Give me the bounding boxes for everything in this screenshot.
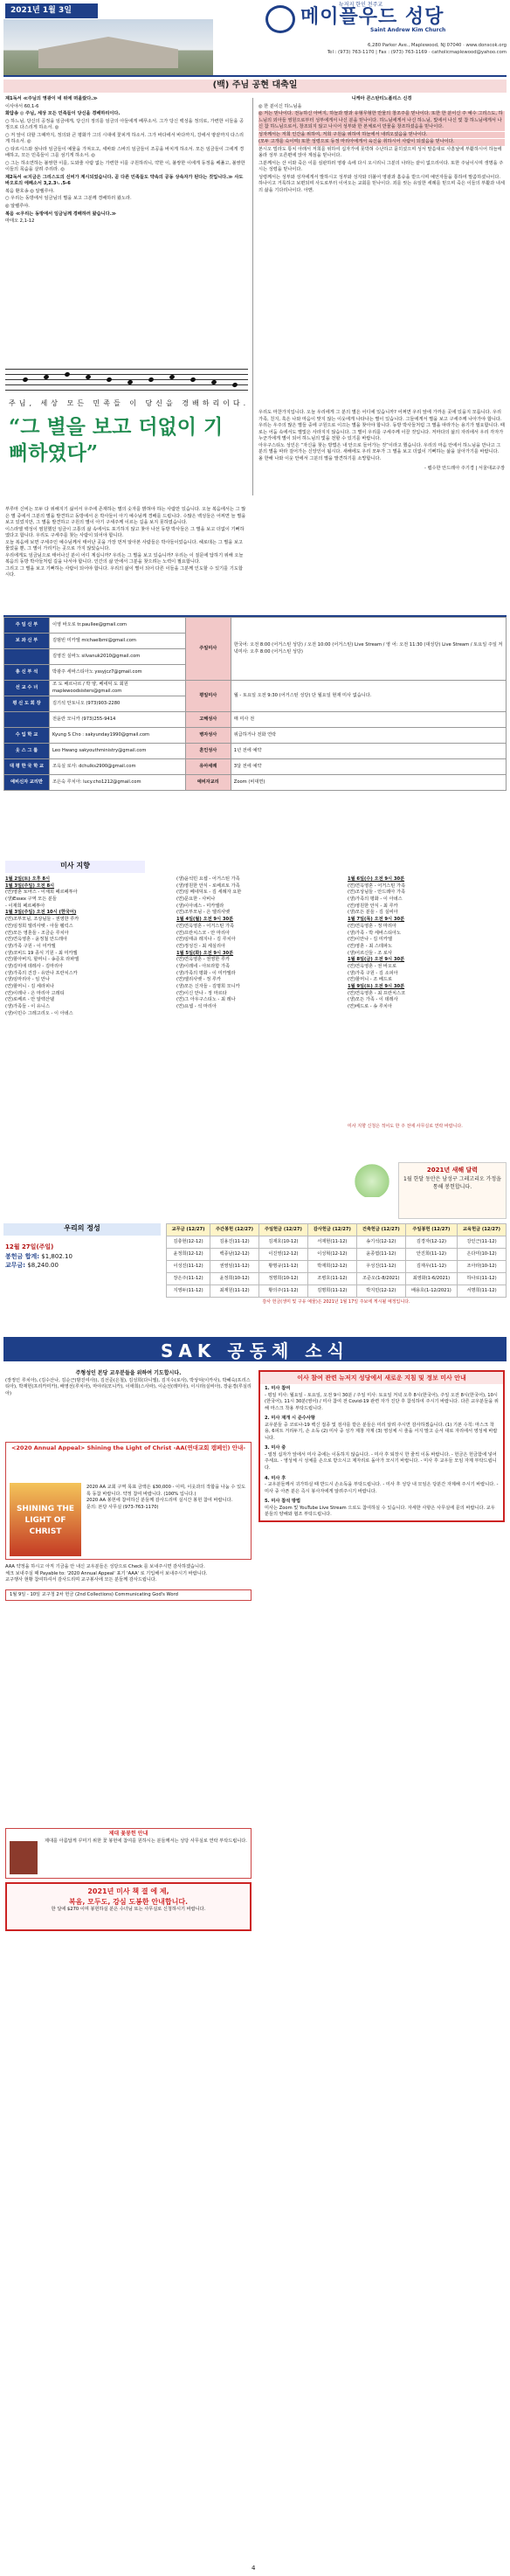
guideline-title: 5. 미사 참석 방법 xyxy=(265,1499,301,1505)
guideline-section xyxy=(260,1444,503,1473)
sak-section-banner: SAK 공동체 소식 xyxy=(3,1337,507,1361)
mass-date: 1월 8일(금) 오전 9시 30분 xyxy=(348,957,405,963)
intention-item: (생)임마리아 - 임 안나 xyxy=(5,977,50,983)
offering-general-label: 봉헌금 합계: xyxy=(5,1252,40,1260)
info-label xyxy=(4,649,50,665)
logo-english-name: Saint Andrew Kim Church xyxy=(370,27,446,33)
church-logo xyxy=(265,3,507,35)
reflection-paragraph: 우리에게도 임금님으로 태어나신 분이 어디 계십니까? 우리는 그 별을 보고 있습니까? 우리는 이 질문에 답하기 위해 오늘 복음의 동방 박사들처럼 길을 나서야 합니다. 인간의 삶 안에서 그분을 찾으려는 노력이 필요합니다. xyxy=(5,552,244,565)
info-label: 혼인성사 xyxy=(185,744,231,759)
grid-cell: 안진희(11-12) xyxy=(405,1249,457,1261)
grid-cell: 이성혁(12-12) xyxy=(307,1249,356,1261)
appeal-body: 2020 AA 봉헌에 참여하신 분들께 감사드리며 실시간 봉헌 참여 바랍니다. xyxy=(86,1498,233,1504)
appeal-notes xyxy=(5,1564,252,1601)
music-note-icon xyxy=(106,377,112,383)
first-reading-title: 제1독서 ≪주님의 영광이 네 위에 떠올랐다.≫ xyxy=(5,96,98,101)
grid-cell: 권영임(11-12) xyxy=(210,1261,259,1273)
creed-title: 니케아 콘스탄티노폴리스 신경 xyxy=(351,96,412,101)
mass-date: 1월 3일(주일) 오전 8시 xyxy=(5,883,55,889)
info-value: 이영 바오로 tr.paullee@gmail.com xyxy=(50,618,186,634)
intention-item: (생)코비드 19 종식 기원 - 최 미카엘 xyxy=(5,950,78,956)
intention-item: (생)모든 분들 - 김 실비아 xyxy=(348,910,398,916)
info-label: 고해성사 xyxy=(185,712,231,728)
info-value: 조 도 배르나르 / 박 양, 베네딕 도 회원 maplewoodsisters@gmail.com xyxy=(50,681,186,696)
info-value: Kyung S Cho : sakyunday1990@gmail.com xyxy=(50,728,186,744)
mass-date: 1월 6일(수) 오전 9시 30분 xyxy=(348,876,405,882)
creed-text: 성령께서는 성부와 성자에게서 발하시고 성부와 성자와 더불어 영광과 흠숭을 받으시며 예언자들을 통하여 말씀하셨나이다. 하나이고 거룩하고 보편되며 사도로부터 이어오는 교회를 믿나이다. 죄를 씻는 유일한 세례를 믿으며 죽은 이들의 부활과 내세의 삶을 기다리나이다. 아멘. xyxy=(258,174,505,193)
mass-date: 1월 3일(주일) 오전 10시 (한국어) xyxy=(5,910,77,916)
appeal-note: 체크 보내주실 때 Payable to: '2020 Annual Appeal' 표기 'AAA' 로 기입해서 보내주시기 바랍니다. xyxy=(5,1570,208,1576)
grid-cell: 윤정희(10-12) xyxy=(210,1273,259,1285)
intention-item: (연)프란치스코 - 안 마리아 xyxy=(176,930,230,936)
info-label: 대 평 한 국 학 교 xyxy=(4,759,50,775)
reflection-paragraph: 우리도 마찬가지입니다. 오늘 우리에게 그 분의 별은 어디에 있습니까? 어쩌면 우리 앞에 가까운 곳에 있을지 모릅니다. 우리 가족, 친지, 혹은 나와 마음이 맞지 않는 이웃에게 나타나는 별이 있습니다. 그들에게서 별을 보고 구세주께 나아가야 합니다. xyxy=(258,410,502,422)
intention-item: (연)조상님들 - 안드레아 가족 xyxy=(348,890,405,896)
table-row xyxy=(167,1249,507,1261)
offering-general-value: $1,802.10 xyxy=(41,1252,72,1260)
intention-item: (연)이레나 - 은 마리아 고레티 xyxy=(5,990,65,996)
intention-item: (생)이레네 - 아브라함 가족 xyxy=(176,963,230,969)
guideline-body: 미사는 Zoom 및 YouTube Live Stream 으로도 참여하실 수 있습니다. 자세한 사항은 사무실에 문의 바랍니다. 교우분들의 양해와 협조 부탁드립니다. xyxy=(265,1505,495,1518)
reflection-paragraph: 이스라엘 백성이 염원했던 임금이 고통의 삶 속에서도 포기하지 않고 찾아 나선 동방 박사들은 그 별을 보고 더없이 기뻐하였다고 합니다. 우리도 구세주를 찾는 사람이 되어야 합니다. xyxy=(5,526,245,539)
info-label: 수 입 학 교 xyxy=(4,728,50,744)
grid-cell: 강인근(11-12) xyxy=(458,1236,507,1249)
grid-cell: 조병호(11-12) xyxy=(307,1273,356,1285)
grid-cell: 우성진(11-12) xyxy=(356,1261,405,1273)
intention-item: (연)임 베네딕토 - 김 세례자 요한 xyxy=(176,890,242,896)
intention-item: (연)엘리사벳 - 정 루카 xyxy=(176,977,221,983)
grid-header: 주간봉헌 (12/27) xyxy=(210,1224,259,1236)
intention-item: (연)할아버지, 할머니 - 송준호 라파엘 xyxy=(5,957,79,963)
grid-header: 교무금 (12/27) xyxy=(167,1224,210,1236)
address-line: 6,280 Parker Ave., Maplewood, NJ 07040 · www.donscok.org xyxy=(367,43,507,48)
intention-item: (생)가족의 평화 - 이 아녜스 xyxy=(348,897,403,903)
annual-appeal-box xyxy=(5,1442,252,1560)
mass-book-subtitle: 복음, 모두도, 강심 도봉한 안내합니다. xyxy=(68,1897,189,1906)
guideline-section xyxy=(260,1384,503,1414)
info-label: 총 신 부 석 xyxy=(4,665,50,681)
reflection-paragraph: 그리고 그 별을 보고 기뻐하는 사람이 되어야 합니다. 우리의 삶이 별이 되어 다른 이들을 그분께 인도할 수 있기를 기도합시다. xyxy=(5,565,243,578)
grid-cell: 박재희(12-12) xyxy=(307,1261,356,1273)
guideline-section xyxy=(260,1497,503,1520)
grid-cell: 황의주(11-12) xyxy=(258,1285,307,1298)
intention-item: (연)모든 영혼들 - 조금순 루치아 xyxy=(5,930,69,936)
contact-line: Tel : (973) 763-1170 | Fax : (973) 763-1169 · catholicmaplewood@yahoo.com xyxy=(327,50,507,56)
mass-date: 1월 4일(월) 오전 9시 30분 xyxy=(176,917,234,923)
intention-item: (생)Essex 구역 모든 분들 xyxy=(5,897,57,903)
grid-header: 주일헌금 (12/27) xyxy=(258,1224,307,1236)
intention-item: (연)연옥영혼 - 권영한 루카 xyxy=(176,957,230,963)
guideline-section xyxy=(260,1474,503,1498)
intention-item: (연)할머니 - 김 세라피나 xyxy=(5,984,54,989)
grid-cell: 서재현(11-12) xyxy=(307,1236,356,1249)
intention-item: - 이재희 페르페투아 xyxy=(5,903,45,909)
gospel-acclamation-end: ◎ 알렐루야. xyxy=(5,203,30,209)
appeal-note: AAA 약정을 하시고 아직 기금을 안 내신 교우분들은 성당으로 Check 를 보내주시면 감사하겠습니다. xyxy=(5,1564,205,1569)
grid-cell: 김용진(11-12) xyxy=(210,1236,259,1249)
psalm-verse: ○ 타르시스와 섬나라 임금들이 예물을 가져오고, 세바와 스바의 임금들이 조공을 바치게 하소서. 모든 임금들이 그에게 경배하고, 모든 민족들이 그를 섬기게 하소서. ◎ xyxy=(5,146,245,159)
prayer-names: (장정인 루치아), (김수산나, 김순근(밤진여사)), 김선준(은철), 김성희(다니엘), 김지수(로사), 박상덕(이카사), 박혜숙(프리스티아), 박재헌(프리카미카), 배영선(루치아), 마야리(모니카), 이애희(스사파), 이순선(레미아), 이시라(실비아), 장윤경(루실리아) xyxy=(5,1377,252,1396)
grid-cell: 김경자(12-12) xyxy=(405,1236,457,1249)
guideline-title: 1. 미사 참여 xyxy=(265,1386,291,1392)
grid-cell: 황명규(11-12) xyxy=(258,1261,307,1273)
info-label: 웃 스 그 룹 xyxy=(4,744,50,759)
info-label xyxy=(4,712,50,728)
table-row xyxy=(167,1273,507,1285)
grid-cell: 최재원(11-12) xyxy=(210,1285,259,1298)
info-value: 조은숙 루치아: lucy.cho1212@gmail.com xyxy=(50,775,186,791)
guideline-title: 4. 미사 후 xyxy=(265,1475,286,1481)
info-value: 김범빈 미카엘 michaelbmi@gmail.com xyxy=(50,634,186,649)
grid-cell: 서명희(11-12) xyxy=(458,1285,507,1298)
prayer-heading: 주형성인 본당 교우분들을 위하여 기도합시다. xyxy=(75,1370,182,1376)
calendar-title: 2021년 새해 달력 xyxy=(426,1167,479,1174)
info-value: 월 - 토요일 오전 9:30 (어거스틴 성당) 단 월요일 현재 미사 없습니다. xyxy=(231,681,506,712)
intention-item: (생)가족의 건강 - 유안나 프란치스카 xyxy=(5,970,78,976)
table-row xyxy=(167,1261,507,1273)
grid-header: 건축헌금 (12/27) xyxy=(356,1224,405,1236)
intention-item: (연)문요한 - 사비나 xyxy=(176,897,216,903)
mass-guidelines-box xyxy=(258,1370,505,1522)
intention-item: (생)가족 구원 - 이 미카엘 xyxy=(5,943,56,949)
intention-item: (생)김미애 데레사 - 김마리아 xyxy=(5,963,63,969)
creed-text: 그분께서는 산 이와 죽은 이를 심판하러 영광 속에 다시 오시리니 그분의 나라는 끝이 없으리이다. 또한 주님이시며 생명을 주시는 성령을 믿나이다. xyxy=(258,160,504,173)
mass-book-body: 한 달에 $270 이며 봉헌하실 분은 수녀님 또는 사무실로 신청하시기 바랍니다. xyxy=(51,1907,206,1913)
gospel-title: 복음 ≪우리는 동방에서 임금님께 경배하러 왔습니다.≫ xyxy=(5,211,117,217)
logo-subtitle: 뉴저지 한인 천주교 xyxy=(339,2,383,8)
reflection-paragraph: 부루마 신비는 모두 다 위해지기 싫어서 우주에 존재하는 별의 숫자를 밝혀야 하는 사람만 있습니다. 오늘 복음에서는 그 많은 별 중에서 그분의 별을 발견하고 동방에서 온 박사들이 아기 예수님께 경배를 드립니다. 수많은 백성들은 어찌면 늘 별을 보고 있었지만, 그 별을 발견하고 구원의 별이 아기 구세주께 이르는 길을 보지 못하였습니다. xyxy=(5,507,246,526)
creed-response: ◎ 한 분이신 하느님을 xyxy=(258,103,302,109)
grid-cell: 이진영(12-12) xyxy=(258,1249,307,1261)
intention-item: (생)모든 신자들 - 김명희 모니카 xyxy=(176,984,240,989)
intention-item: (연)임정희 엘리사벳 - 아들 펠릭스 xyxy=(5,923,73,929)
appeal-poster-image: SHINING THE LIGHT OF CHRIST xyxy=(10,1483,81,1556)
mass-intentions-col1 xyxy=(5,876,171,1017)
intention-item: (연)이안나 - 김 미카엘 xyxy=(348,937,392,943)
offering-youth-value: $8,240.00 xyxy=(27,1262,59,1269)
logo-circle-icon xyxy=(265,5,295,33)
flower-image xyxy=(10,1841,38,1874)
grid-cell: 정명희(10-12) xyxy=(258,1273,307,1285)
flower-offering-box xyxy=(5,1828,252,1879)
info-label: 평일미사 xyxy=(185,681,231,712)
intention-item: (생)가족 구원 - 김 소피아 xyxy=(348,970,398,976)
guideline-body: - 평일 미사: 월요일 - 토요일, 오전 9시 30분 / 주일 미사: 토요일 저녁 오후 8시(한국어), 주일 오전 8시(한국어), 10시(한국어), 11시 30분(영어) / 미사 참여 전 Covid-19 관련 자가 진단 후 참석하여 주시기 바랍니다. 다른 교우분들을 위해 마스크 착용 부탁드립니다. xyxy=(265,1392,499,1411)
intention-item: (생)이아녜스 - 미카엘라 xyxy=(176,903,224,909)
music-note-icon xyxy=(190,377,196,383)
bulletin-header xyxy=(3,2,507,77)
intention-item: (연)연옥영혼 - 윤정철 안드레아 xyxy=(5,937,68,943)
info-value: 위급하거나 전화 연락 xyxy=(231,728,506,744)
grid-cell: 최영화(1-6/2021) xyxy=(405,1273,457,1285)
reflection-paragraph: 오늘 복음에 보면 구세주인 예수님께서 태어난 곳을 가장 먼저 알아본 사람들은 박사들이었습니다. 헤로데는 그 별을 보고 물었을 뿐, 그 별이 가리키는 곳으로 가지 않았습니다. xyxy=(5,539,243,552)
mass-date: 1월 9일(토) 오전 9시 30분 xyxy=(348,984,405,989)
reflection-paragraph: 아우구스티노 성인은 “자신을 찾는 방법은 내 안으로 들어가는 것”이라고 했습니다. 우리의 마음 안에서 하느님을 만나고 그분의 별을 따라 걸어가는 신앙인이 됩시다. 새해에도 우리 모두가 그 별을 보고 더없이 기뻐하는 삶을 살아가기를 바랍니다. xyxy=(258,442,501,455)
music-note-icon xyxy=(148,377,154,383)
creed-text: 본시오 빌라도 통치 아래서 저희를 위하여 십자가에 못박혀 수난하고 묻히셨으며 성서 말씀대로 사흗날에 부활하시어 하늘에 올라 성부 오른편에 앉아 계심을 믿나이다. xyxy=(258,146,502,159)
info-label: 주 임 신 부 xyxy=(4,618,50,634)
offering-youth-label: 교무금: xyxy=(5,1262,26,1269)
intention-item: (연)베드로 - 송 루치아 xyxy=(348,1004,392,1010)
grid-cell: 이성진(11-12) xyxy=(167,1261,210,1273)
mass-intentions-title: 미사 지향 xyxy=(5,861,145,873)
intention-item: (연)영원한 안식 - 최 루카 xyxy=(348,903,398,909)
mass-date: 1월 2일(토) 오후 8시 xyxy=(5,876,51,882)
intention-item: (연)이신 안나 - 정 마르타 xyxy=(176,990,227,996)
intention-item: (연)영혼 토마스 - 이재희 페르페투아 xyxy=(5,890,78,896)
info-value: 매 미사 전 xyxy=(231,712,506,728)
hymn-lyric: 주님, 세상 모든 민족들 이 당신을 경배하리이다. xyxy=(9,399,250,407)
grid-cell: 윤정희(12-12) xyxy=(167,1249,210,1261)
info-label: 선 교 수 녀 xyxy=(4,681,50,696)
reflection-left xyxy=(5,507,246,579)
mass-book-title: 2021년 미사 책 결 에 제, xyxy=(87,1887,169,1895)
creed-text: (모두 고개를 숙이며) 또한 성령으로 동정 마리아에게서 육신을 취하시어 사람이 되셨음을 믿나이다. xyxy=(258,139,505,146)
grid-cell: 조아라(10-12) xyxy=(458,1261,507,1273)
intention-item: (연)연옥영혼 - 권 바오로 xyxy=(348,963,396,969)
guideline-body: 교우분들 중 코로나-19 백신 접종 및 검사를 받은 분들은 미리 알려 주시면 감사하겠습니다. (1) 기본 수칙: 마스크 착용, 6피트 거리두기, 손 소독 (2) 미사 중 성가 제창 자제 (3) 영성체 시 줄을 서지 말고 순서 대로 자리에서 영성체 바랍니다. xyxy=(265,1422,498,1441)
music-note-icon xyxy=(231,382,238,388)
intention-item: (연)임태규 레지나 - 김 루치아 xyxy=(176,937,236,943)
intention-item: (연)로베르 - 안 알렉산델 xyxy=(5,997,54,1003)
info-value: 한국어: 오전 8:00 (어거스틴 성당) / 오전 10:00 (어거스틴) Live Stream / 영 어: 오전 11:30 (대성당) Live Stream / 토요일 주일 저녁미사: 오후 8:00 (어거스틴 성당) xyxy=(231,618,506,681)
appeal-note: 교구행사 현황 참여하셔서 감사드리며 교구봉사에 모든 분들께 감사드립니다. xyxy=(5,1577,157,1583)
music-note-icon xyxy=(64,371,70,377)
gospel-acclamation-verse: ○ 우리는 동방에서 임금님의 별을 보고 그분께 경배하러 왔노라. xyxy=(5,196,132,202)
intention-item: (연)영혼 - 최 스테파노 xyxy=(348,943,392,949)
mass-intentions-col2 xyxy=(176,876,342,1011)
offering-date: 12월 27일(주일) xyxy=(5,1243,54,1250)
info-label: 유아세례 xyxy=(185,759,231,775)
first-reading-ref: 이사야서 60,1-6 xyxy=(5,103,39,109)
info-value: 박광주 세바스티아노 yssyjcz7@gmail.com xyxy=(50,665,186,681)
appeal-text xyxy=(86,1485,249,1511)
guideline-title: 2. 미사 재개 시 준수사항 xyxy=(265,1416,315,1422)
issue-date: 2021년 1월 3일 xyxy=(5,3,98,18)
info-label: 평 신 도 회 장 xyxy=(4,696,50,712)
creed-text: ◎ 저는 믿나이다. 전능하신 아버지, 하늘과 땅과 유형무형한 만물의 창조주를 믿나이다. 또한 한 분이신 주 예수 그리스도, 하느님의 외아들 영원으로부터 성부에게서 나신 분을 믿나이다. 하느님에게서 나신 하느님, 빛에서 나신 빛 참 하느님에게서 나신 참 하느님으로서, 창조되지 않고 나시어 성부와 한 본체로서 만물을 창조하셨음을 믿나이다. xyxy=(258,111,505,131)
info-value: Leo Hwang sakyouthministry@gmail.com xyxy=(50,744,186,759)
church-building-image xyxy=(38,37,178,68)
info-value: 전윤란 모니카 (973)255-9414 xyxy=(50,712,186,728)
intention-item: (생)이민수 그레고리오 - 이 아녜스 xyxy=(5,1010,73,1016)
info-label: 병자성사 xyxy=(185,728,231,744)
info-value: 3달 전에 예약 xyxy=(231,759,506,775)
reflection-paragraph: 우리는 우주의 많은 별들 중에 구원으로 이끄는 별을 찾아야 합니다. 동방 박사들처럼 그 별을 따라가는 용기가 필요합니다. 때로는 어둠 속에서도 별빛은 사라지지 않습니다. 그 별이 우리를 구세주께 이끌 것입니다. 저마다의 삶의 자리에서 우리 각자가 누군가에게 별이 되어 하느님의 빛을 전할 수 있기를 바랍니다. xyxy=(258,423,505,442)
psalm-verse: ○ 그는 하소연하는 불쌍한 이를, 도와줄 사람 없는 가련한 이를 구원하리니, 약한 이, 불쌍한 이에게 동정을 베풀고, 불쌍한 이들의 목숨을 살려 주리라. ◎ xyxy=(5,160,245,173)
grid-cell: 은다미(10-12) xyxy=(458,1249,507,1261)
offering-title: 우리의 정성 xyxy=(3,1223,161,1236)
info-value: 1년 전에 예약 xyxy=(231,744,506,759)
grid-cell: 김충현(12-12) xyxy=(167,1236,210,1249)
flower-body: 제대를 아름답게 꾸미기 위한 꽃 봉헌에 참여를 원하시는 분들께서는 성당 사무실로 연락 부탁드립니다. xyxy=(45,1838,247,1844)
grid-cell: 지영두(11-12) xyxy=(167,1285,210,1298)
column-divider xyxy=(252,98,253,495)
grid-cell: 박지민(12-12) xyxy=(356,1285,405,1298)
hymn-staff xyxy=(5,365,248,397)
intention-item: (생)윤석민 요셉 - 어거스틴 가족 xyxy=(176,876,240,882)
mass-book-box xyxy=(5,1882,252,1931)
grid-cell: 백종남(12-12) xyxy=(210,1249,259,1261)
grid-cell: 배용호(1-12/2021) xyxy=(405,1285,457,1298)
intention-item: (연)연옥영혼 - 어거스틴 가족 xyxy=(176,923,234,929)
mass-intentions-col3 xyxy=(348,876,505,1011)
guideline-body: - 열정 십자가 앞에서 미사 중에는 이동하지 않습니다. - 미사 후 퇴장시 한 줄씩 이동 바랍니다. - 헌금은 헌금함에 넣어주세요. - 영성체 시 성체를 손으로 받으시고 제자리로 돌아가 모시기 바랍니다. - 미사 후 교우들 모임 자제 부탁드립니다. xyxy=(265,1451,497,1471)
intention-item: (연)연옥영혼 - 최 프란치스코 xyxy=(348,990,405,996)
intention-item: (생)모든 가족 - 이 데레사 xyxy=(348,997,398,1003)
intention-item: (연)조부모님 - 은 엘리사벳 xyxy=(176,910,230,916)
psalm-verse: ○ 저 앞이 다할 그때까지, 정의와 큰 평화가 그의 시대에 꽃피게 하소서. 그가 바다에서 바다까지, 강에서 땅끝까지 다스리게 하소서. ◎ xyxy=(5,132,245,145)
gospel-acclamation: 복음 환호송 ◎ 알렐루야. xyxy=(5,188,55,194)
intention-item: (연)연옥영혼 - 정 마리아 xyxy=(348,923,396,929)
grid-header: 교육헌금 (12/27) xyxy=(458,1224,507,1236)
psalm-response: 화답송 ◎ 주님, 세상 모든 민족들이 당신을 경배하리이다. xyxy=(5,111,121,117)
intention-item: (연)연옥영혼 - 어거스틴 가족 xyxy=(348,883,405,889)
grid-cell: 김재우(11-12) xyxy=(405,1261,457,1273)
reflection-paragraph: 올 한해 나와 이웃 안에서 그분의 별을 발견하기를 소망합니다. xyxy=(258,455,382,461)
info-value: 김기석 안토니오 (973)903-2280 xyxy=(50,696,186,712)
guideline-title: 3. 미사 중 xyxy=(265,1445,286,1451)
guideline-section xyxy=(260,1414,503,1444)
reflection-right xyxy=(258,410,505,473)
donor-grid xyxy=(166,1223,507,1305)
grid-cell: 김명희(11-12) xyxy=(307,1285,356,1298)
grid-cell: 하나로(11-12) xyxy=(458,1273,507,1285)
church-address xyxy=(218,42,507,57)
mass-date: 1월 7일(목) 오전 9시 30분 xyxy=(348,917,405,923)
reflection-author: - 뱀수한 안드레아 주기경 | 서울대교구장 xyxy=(424,466,505,472)
grid-cell: 조준오(1-8/2021) xyxy=(356,1273,405,1285)
second-collection-note: 1월 9일 - 10일 교구청 2차 헌금 (2nd Collections) Communicating God's Word xyxy=(5,1589,252,1602)
grid-header: 감사헌금 (12/27) xyxy=(307,1224,356,1236)
calendar-body: 1월 한달 동안은 남성구 그레고리오 가정을 통해 봉헌합니다. xyxy=(403,1176,501,1190)
grid-cell: 장은주(11-12) xyxy=(167,1273,210,1285)
readings-column xyxy=(5,96,246,226)
table-row xyxy=(167,1285,507,1298)
creed-column xyxy=(258,96,505,195)
page-number: 4 xyxy=(252,2565,256,2572)
intention-item: (연)할머니 - 조 베드로 xyxy=(348,977,392,983)
prayer-request xyxy=(5,1370,252,1397)
feast-title: (백) 주님 공현 대축일 xyxy=(3,80,507,93)
intention-notice: 미사 지향 신청은 적어도 한 주 전에 사무실로 연락 바랍니다. xyxy=(348,1124,463,1129)
grid-header: 주일봉헌 (12/27) xyxy=(405,1224,457,1236)
logo-korean-name: 메이플우드 성당 xyxy=(300,6,445,28)
gospel-quote: “그 별을 보고 더없이 기뻐하였다” xyxy=(9,415,224,465)
info-value: Zoom (비대면) xyxy=(231,775,506,791)
info-value: 김영진 실바노 silvanuk2010@gmail.com xyxy=(50,649,186,665)
gospel-ref: 마태오 2,1-12 xyxy=(5,218,35,225)
intention-item: (연)정성진 - 최 세실리아 xyxy=(176,943,225,949)
intention-item: (생)가족의 평화 - 이 미카엘라 xyxy=(176,970,236,976)
intention-item: (연)요셉 - 석 마리아 xyxy=(176,1004,217,1010)
mass-date: 1월 5일(화) 오전 9시 30분 xyxy=(176,950,234,956)
parish-info-table xyxy=(3,615,507,791)
second-reading: 제2독서 ≪지금은 그리스도의 신비가 계시되었습니다. 곧 다른 민족들도 약속의 공동 상속자가 된다는 것입니다.≫ 사도 바오로의 에페소서 3,2.3ㄴ.5-6 xyxy=(5,174,244,187)
music-note-icon xyxy=(22,377,28,383)
intention-item: (생)영원한 안식 - 로베르토 가족 xyxy=(176,883,240,889)
appeal-title: <2020 Annual Appeal> Shining the Light of Christ -AA(연대교회 캠페인) 안내- xyxy=(10,1444,246,1451)
new-year-calendar-box xyxy=(398,1162,507,1219)
info-label: 주일미사 xyxy=(185,618,231,681)
psalm-verse: ○ 하느님, 당신의 공정을 임금에게, 당신의 정의를 임금의 아들에게 베푸소서. 그가 당신 백성을 정의로, 가련한 이들을 공정으로 다스리게 하소서. ◎ xyxy=(5,118,245,131)
intention-item: (생)가족들 - 이 유니스 xyxy=(5,1004,50,1010)
info-label: 예비자교리 xyxy=(185,775,231,791)
intention-item: (연)조부모님, 조상님들 - 권영한 루카 xyxy=(5,917,79,923)
guidelines-heading: 이사 참여 관련 뉴저지 성당에서 새로운 지침 및 정보 미사 안내 xyxy=(260,1372,503,1384)
info-label: 보 좌 신 부 xyxy=(4,634,50,649)
calendar-illustration xyxy=(351,1162,393,1197)
offering-summary xyxy=(5,1243,162,1271)
table-row xyxy=(167,1236,507,1249)
appeal-body: 2020 AA 교회 구역 목표 금액은 $30,000 - 이며, 이웃과의 작합을 나눔 수 있도록 동참 바랍니다. 약정 참여 바랍니다. (100% 입니다.) xyxy=(86,1485,246,1497)
info-value: 조옥실 로사: dchulks2900@gmail.com xyxy=(50,759,186,775)
church-photo xyxy=(3,19,213,75)
creed-text: 성자께서는 저희 인간을 위하여, 저희 구원을 위하여 하늘에서 내려오셨음을 믿나이다. xyxy=(258,132,505,139)
grid-note: 감사 헌금(생미 및 구유 예물)은 2021년 1월 17일 주보에 게시될 예정입니다. xyxy=(262,1299,410,1305)
intention-item: (생)어르신들 - 조 로사 xyxy=(348,950,392,956)
grid-cell: 송기석(12-12) xyxy=(356,1236,405,1249)
intention-item: (연)그 아우구스티노 - 최 레나 xyxy=(176,997,236,1003)
guideline-body: - 교우분들께서 귀가하실 때 반드시 손소독을 부탁드립니다. - 미사 후 성당 내 모임은 당분간 자제해 주시기 바랍니다. - 미사 중 아픈 분은 즉시 봉사자에게 알려주시기 바랍니다. xyxy=(265,1482,499,1494)
info-label: 예비신자 교리반 xyxy=(4,775,50,791)
intention-item: (생)가족 - 박 세바스티아노 xyxy=(348,930,401,936)
grid-cell: 윤종엽(11-12) xyxy=(356,1249,405,1261)
flower-title: 제대 꽃봉헌 안내 xyxy=(108,1831,148,1837)
appeal-contact: 문의: 본당 사무실 (973-763-1170) xyxy=(86,1504,159,1510)
grid-cell: 김재호(10-12) xyxy=(258,1236,307,1249)
